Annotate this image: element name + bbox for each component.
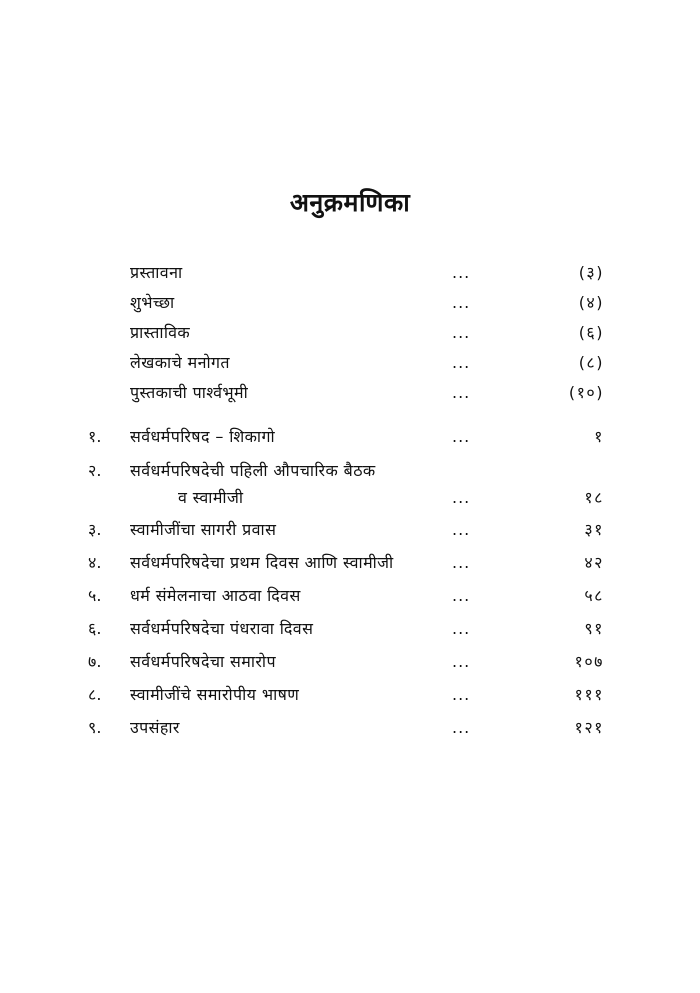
chapter-page: ९१ (584, 619, 604, 638)
chapter-number: ५. (88, 586, 102, 605)
chapter-title: सर्वधर्मपरिषदेचा प्रथम दिवस आणि स्वामीजी (130, 553, 394, 572)
chapter-title-continued: व स्वामीजी (178, 488, 244, 507)
chapter-title: स्वामीजींचा सागरी प्रवास (130, 520, 277, 539)
chapter-title: धर्म संमेलनाचा आठवा दिवस (130, 586, 301, 605)
toc-entry-dots: ... (452, 685, 471, 704)
chapter-page: ५८ (584, 586, 604, 605)
chapter-title: सर्वधर्मपरिषद – शिकागो (130, 427, 276, 446)
toc-entry-dots: ... (452, 586, 471, 605)
toc-entry-page: (६) (578, 323, 604, 342)
chapter-page: १८ (584, 488, 604, 507)
toc-entry-page: (१०) (568, 383, 604, 402)
toc-chapter-4 (0, 548, 700, 578)
toc-chapter-2 (0, 456, 700, 486)
chapter-page: ४२ (584, 553, 604, 572)
chapter-title: सर्वधर्मपरिषदेची पहिली औपचारिक बैठक (130, 461, 376, 480)
toc-entry-page: (४) (578, 293, 604, 312)
toc-entry-label: लेखकाचे मनोगत (130, 353, 230, 372)
toc-entry-dots: ... (452, 353, 471, 372)
chapter-title: उपसंहार (130, 718, 180, 737)
chapter-page: १ (594, 427, 604, 446)
page-title: अनुक्रमणिका (289, 188, 411, 217)
chapter-title: सर्वधर्मपरिषदेचा समारोप (130, 652, 276, 671)
toc-chapter-3 (0, 515, 700, 545)
chapter-number: ७. (88, 652, 102, 671)
chapter-number: ६. (88, 619, 102, 638)
toc-entry-dots: ... (452, 553, 471, 572)
chapter-page: १०७ (574, 652, 604, 671)
toc-entry-label: प्रास्ताविक (130, 323, 191, 342)
chapter-page: ३१ (584, 520, 604, 539)
chapter-number: ८. (88, 685, 102, 704)
toc-entry-dots: ... (452, 652, 471, 671)
chapter-number: १. (88, 427, 102, 446)
toc-entry-page: (८) (578, 353, 604, 372)
toc-entry-label: शुभेच्छा (130, 293, 175, 312)
toc-entry-dots: ... (452, 718, 471, 737)
toc-entry-page: (३) (578, 263, 604, 282)
toc-chapter-7 (0, 647, 700, 677)
toc-entry-dots: ... (452, 427, 471, 446)
toc-entry-author-note (0, 348, 700, 378)
chapter-title: स्वामीजींचे समारोपीय भाषण (130, 685, 300, 704)
toc-entry-greetings (0, 288, 700, 318)
chapter-page: १२१ (574, 718, 604, 737)
toc-chapter-9 (0, 713, 700, 743)
toc-chapter-8 (0, 680, 700, 710)
chapter-title: सर्वधर्मपरिषदेचा पंधरावा दिवस (130, 619, 314, 638)
toc-entry-dots: ... (452, 323, 471, 342)
chapter-number: ३. (88, 520, 102, 539)
toc-chapter-1 (0, 422, 700, 452)
toc-entry-background (0, 378, 700, 408)
toc-chapter-2-continued (0, 483, 700, 513)
chapter-number: ४. (88, 553, 102, 572)
toc-entry-dots: ... (452, 383, 471, 402)
toc-entry-preface (0, 258, 700, 288)
toc-entry-dots: ... (452, 520, 471, 539)
chapter-number: २. (88, 461, 102, 480)
toc-entry-introduction (0, 318, 700, 348)
chapter-number: ९. (88, 718, 102, 737)
chapter-page: १११ (574, 685, 604, 704)
toc-entry-dots: ... (452, 619, 471, 638)
toc-entry-label: प्रस्तावना (130, 263, 183, 282)
toc-chapter-6 (0, 614, 700, 644)
toc-entry-dots: ... (452, 263, 471, 282)
toc-entry-label: पुस्तकाची पार्श्वभूमी (130, 383, 249, 402)
toc-entry-dots: ... (452, 293, 471, 312)
toc-entry-dots: ... (452, 488, 471, 507)
toc-chapter-5 (0, 581, 700, 611)
